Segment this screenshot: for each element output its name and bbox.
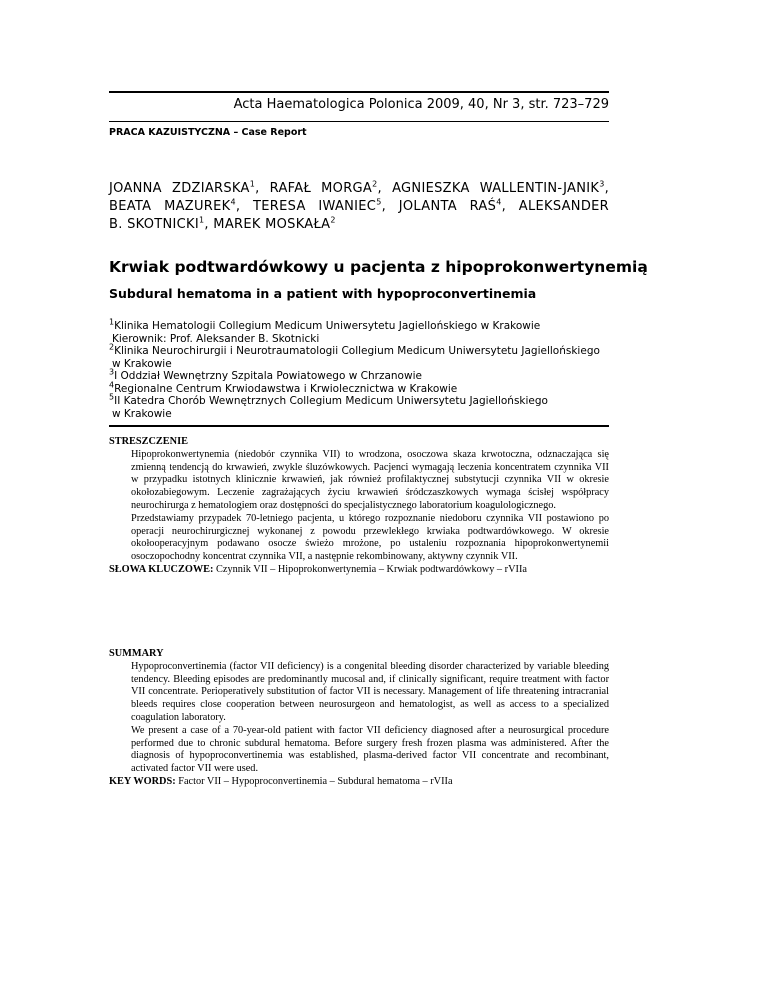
author: BEATA MAZUREK$^4$, <box>109 197 241 214</box>
abstract-polish <box>109 436 609 577</box>
author-line-2 <box>109 198 609 216</box>
author: TERESA IWANIEC$^5$, <box>253 197 387 214</box>
affiliations-rule <box>109 425 609 427</box>
abstract-english <box>109 648 609 789</box>
affiliation-continuation: w Krakowie <box>112 407 172 420</box>
abstract-paragraph: Przedstawiamy przypadek 70-letniego pacjenta, u którego rozpoznanie niedoboru czynnika VII postawiono po operacji neurochirurgicznej wykonanej z powodu przewlekłego krwiaka podtwardówkowego. W okresie okołooperacyjnym podawano osocze świeżo mrożone, po ustaleniu rozpoznania hipoprokonwertynemii osoczopochodny koncentrat czynnika VII, a następnie rekombinowany, aktywny czynnik VII. <box>131 512 609 563</box>
affiliation: $^5$II Katedra Chorób Wewnętrznych Collegium Medicum Uniwersytetu Jagiellońskiego <box>109 392 548 407</box>
top-rule <box>109 91 609 93</box>
affiliation-continuation: w Krakowie <box>112 357 172 370</box>
article-type: PRACA KAZUISTYCZNA – Case Report <box>109 127 307 138</box>
author: JOLANTA RAŚ$^4$, <box>398 197 507 214</box>
title-polish: Krwiak podtwardówkowy u pacjenta z hipoprokonwertynemią <box>109 258 648 276</box>
keywords: KEY WORDS: Factor VII – Hypoproconvertinemia – Subdural hematoma – rVIIa <box>109 775 453 787</box>
affiliations <box>109 317 609 420</box>
journal-citation: Acta Haematologica Polonica 2009, 40, Nr 3, str. 723–729 <box>233 97 609 112</box>
section-heading: STRESZCZENIE <box>109 436 188 447</box>
author: RAFAŁ MORGA$^2$, <box>269 179 382 196</box>
affiliation-continuation: Kierownik: Prof. Aleksander B. Skotnicki <box>112 332 320 345</box>
abstract-paragraph: Hipoprokonwertynemia (niedobór czynnika VII) to wrodzona, osoczowa skaza krwotoczna, odznaczająca się zmienną tendencją do krwawień, zwykle śluzówkowych. Pacjenci wymagają leczenia koncentratem czynnika VII w przypadku istotnych klinicznie krwawień, jak również profilaktycznej substytucji czynnika VII w okresie okołozabiegowym. Leczenie zagrażających życiu krwawień śródczaszkowych wymaga ścisłej współpracy neurochirurga z hematologiem oraz dostępności do specjalistycznego laboratorium koagulologicznego. <box>131 448 609 511</box>
header-rule <box>109 121 609 122</box>
affiliation: $^4$Regionalne Centrum Krwiodawstwa i Krwiolecznictwa w Krakowie <box>109 380 458 395</box>
affiliation: $^1$Klinika Hematologii Collegium Medicum Uniwersytetu Jagiellońskiego w Krakowie <box>109 317 541 332</box>
author-list <box>109 180 609 234</box>
keywords: SŁOWA KLUCZOWE: Czynnik VII – Hipoprokonwertynemia – Krwiak podtwardówkowy – rVIIa <box>109 563 527 575</box>
author: AGNIESZKA WALLENTIN-JANIK$^3$, <box>392 179 610 196</box>
author: B. SKOTNICKI$^1$, <box>109 215 209 232</box>
abstract-paragraph: We present a case of a 70-year-old patient with factor VII deficiency diagnosed after a neurosurgical procedure performed due to chronic subdural hematoma. Before surgery fresh frozen plasma was administered. After the diagnosis of hypoproconvertinemia was established, plasma-derived factor VII concentrate and recombinant, activated factor VII were used. <box>131 724 609 775</box>
author-line-1 <box>109 180 609 198</box>
section-heading: SUMMARY <box>109 648 164 659</box>
author: ALEKSANDER <box>518 199 609 214</box>
affiliation: $^3$I Oddział Wewnętrzny Szpitala Powiatowego w Chrzanowie <box>109 367 422 382</box>
author: MAREK MOSKAŁA$^2$ <box>213 215 336 232</box>
author: JOANNA ZDZIARSKA$^1$, <box>109 179 260 196</box>
affiliation: $^2$Klinika Neurochirurgii i Neurotraumatologii Collegium Medicum Uniwersytetu Jagiellońskiego <box>109 342 600 357</box>
abstract-paragraph: Hypoproconvertinemia (factor VII deficiency) is a congenital bleeding disorder characterized by variable bleeding tendency. Bleeding episodes are predominantly mucosal and, if clinically significant, require treatment with factor VII concentrate. Perioperatively substitution of factor VII is necessary. Management of life threatening intracranial bleeds requires close cooperation between neurosurgeon and hematologist, as well as access to a specialized coagulation laboratory. <box>131 660 609 723</box>
title-english: Subdural hematoma in a patient with hypoproconvertinemia <box>109 286 537 301</box>
author-line-3 <box>109 216 609 234</box>
